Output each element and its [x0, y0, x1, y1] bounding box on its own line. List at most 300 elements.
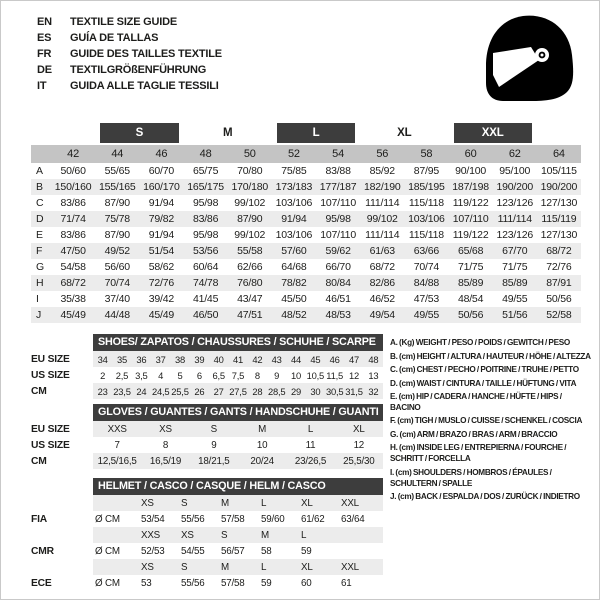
- measurement-value: 84/88: [413, 277, 440, 289]
- helmet-sizes-row: [31, 495, 383, 511]
- size-band-m: M: [222, 127, 233, 139]
- standard-label: CMR: [31, 545, 54, 557]
- row-letter: F: [36, 245, 43, 257]
- size-value: 11,5: [326, 369, 344, 381]
- measurement-value: 66/70: [325, 261, 351, 273]
- gloves-table-title: GLOVES / GUANTES / GANTS / HANDSCHUHE / GUANTI: [93, 404, 383, 421]
- measurement-value: 61/63: [369, 245, 395, 257]
- row-label: EU SIZE: [31, 353, 70, 365]
- helmet-size-value: 54/55: [181, 545, 205, 557]
- measurement-value: 107/110: [320, 197, 356, 209]
- measurement-row: [31, 275, 581, 291]
- measurement-value: 47/53: [413, 293, 440, 305]
- measurement-value: 87/90: [104, 229, 130, 241]
- size-column-header: 62: [508, 148, 521, 160]
- size-value: 39: [194, 353, 205, 365]
- gloves-rows: [31, 421, 383, 469]
- row-letter: D: [36, 213, 44, 225]
- measurement-rows: [31, 163, 581, 323]
- size-value: 42: [252, 353, 263, 365]
- size-value: 46: [329, 353, 340, 365]
- row-letter: G: [36, 261, 44, 273]
- unit-cell: Ø CM: [95, 513, 120, 525]
- language-code: EN: [37, 16, 52, 28]
- measurement-value: 71/75: [502, 261, 528, 273]
- measurement-value: 47/51: [237, 309, 263, 321]
- unit-cell: Ø CM: [95, 545, 120, 557]
- guide-title: GUÍA DE TALLAS: [70, 32, 159, 44]
- helmet-size-label: M: [221, 497, 229, 509]
- measurement-value: 83/86: [60, 229, 86, 241]
- size-value: 7,5: [231, 369, 245, 381]
- legend-entry: H. (cm) INSIDE LEG / ENTREPIERNA / FOURCHE / SCHRITT / FORCELLA: [390, 443, 567, 464]
- row-values: [93, 575, 383, 591]
- measurement-value: 68/72: [546, 245, 572, 257]
- measurement-value: 46/52: [369, 293, 395, 305]
- row-letter: A: [36, 165, 43, 177]
- helmet-size-value: 55/56: [181, 577, 205, 589]
- size-value: 10: [290, 369, 301, 381]
- size-value: 28,5: [267, 385, 286, 397]
- size-value: 2,5: [115, 369, 129, 381]
- measurement-value: 150/160: [54, 181, 92, 193]
- size-value: XS: [159, 423, 172, 435]
- measurement-value: 115/119: [541, 213, 577, 225]
- size-value: 24,5: [151, 385, 170, 397]
- measurement-value: 51/56: [502, 309, 528, 321]
- size-value: 12: [353, 439, 365, 451]
- row-letter: I: [36, 293, 39, 305]
- measurement-value: 67/70: [502, 245, 528, 257]
- measurement-value: 75/85: [281, 165, 307, 177]
- size-value: 32: [368, 385, 379, 397]
- size-band-xl: XL: [397, 127, 412, 139]
- size-value: 31,5: [345, 385, 363, 397]
- measurement-value: 170/180: [231, 181, 269, 193]
- size-value: L: [307, 423, 314, 435]
- language-title-list: [37, 14, 222, 94]
- size-value: XXS: [107, 423, 127, 435]
- size-value: 25,5/30: [343, 455, 375, 467]
- measurement-value: 105/115: [541, 165, 577, 177]
- size-value: 28: [252, 385, 263, 397]
- size-column-header: 48: [199, 148, 212, 160]
- lower-section: [31, 334, 591, 591]
- measurement-value: 71/74: [60, 213, 86, 225]
- measurement-value: 49/52: [104, 245, 130, 257]
- size-value: 34: [97, 353, 108, 365]
- measurement-value: 45/49: [148, 309, 175, 321]
- size-value: XL: [353, 423, 365, 435]
- helmet-size-value: 63/64: [341, 513, 365, 525]
- measurement-value: 190/200: [496, 181, 534, 193]
- helmet-icon: [479, 13, 579, 105]
- size-column-header: 50: [243, 148, 256, 160]
- row-values: [93, 421, 383, 437]
- size-column-header: 42: [67, 148, 79, 160]
- helmet-size-label: XS: [141, 497, 154, 509]
- helmet-size-label: S: [181, 497, 188, 509]
- shoes-table-title: SHOES/ ZAPATOS / CHAUSSURES / SCHUHE / SCARPE: [93, 334, 383, 351]
- measurement-value: 68/72: [369, 261, 395, 273]
- measurement-value: 123/126: [496, 229, 534, 241]
- shoes-row: [31, 351, 383, 367]
- helmet-size-value: 52/53: [141, 545, 165, 557]
- size-value: 30: [310, 385, 321, 397]
- measurement-value: 44/48: [104, 309, 130, 321]
- measurement-value: 55/58: [237, 245, 263, 257]
- helmet-size-value: 57/58: [221, 513, 245, 525]
- size-value: 45: [310, 353, 321, 365]
- language-code: DE: [37, 64, 52, 76]
- measurement-value: 155/165: [98, 181, 136, 193]
- measurement-value: 177/187: [319, 181, 357, 193]
- measurement-value: 45/50: [281, 293, 307, 305]
- row-label: EU SIZE: [31, 423, 70, 435]
- measurement-value: 68/72: [60, 277, 86, 289]
- size-value: 25,5: [171, 385, 189, 397]
- row-label: [31, 527, 93, 543]
- helmet-size-value: 59/60: [261, 513, 285, 525]
- language-code: IT: [37, 80, 47, 92]
- size-value: 30,5: [325, 385, 344, 397]
- shoes-row: [31, 383, 383, 399]
- shoes-table: [31, 334, 383, 399]
- measurement-value: 119/122: [452, 197, 489, 209]
- measurement-value: 70/74: [104, 277, 130, 289]
- size-value: 10,5: [306, 369, 325, 381]
- language-row-de: [37, 62, 222, 78]
- size-value: M: [258, 423, 267, 435]
- size-number-header-row: [31, 145, 581, 163]
- size-column-header: 58: [420, 148, 433, 160]
- measurement-value: 65/75: [192, 165, 219, 177]
- standard-label: ECE: [31, 577, 52, 589]
- measurement-value: 70/74: [413, 261, 440, 273]
- measurement-value: 72/76: [546, 261, 572, 273]
- measurement-value: 64/68: [281, 261, 307, 273]
- size-value: 3,5: [135, 369, 148, 381]
- size-value: 2: [100, 369, 106, 381]
- size-value: 29: [290, 385, 301, 397]
- measurement-value: 50/60: [60, 165, 86, 177]
- measurement-value: 87/95: [413, 165, 440, 177]
- measurement-value: 87/90: [237, 213, 263, 225]
- measurement-value: 95/98: [192, 229, 219, 241]
- row-label: CM: [31, 385, 47, 397]
- measurement-value: 56/60: [104, 261, 130, 273]
- measurement-value: 115/118: [408, 229, 444, 241]
- row-label: [31, 495, 93, 511]
- measurement-value: 127/130: [540, 197, 578, 209]
- size-band-l: L: [277, 123, 355, 143]
- measurement-value: 103/106: [275, 229, 313, 241]
- measurement-row: [31, 227, 581, 243]
- row-values: [93, 437, 383, 453]
- helmet-sizes-row: [31, 559, 383, 575]
- size-value: 8: [254, 369, 260, 381]
- size-value: 6: [196, 369, 202, 381]
- legend-entry: J. (cm) BACK / ESPALDA / DOS / ZURÜCK / INDIETRO: [390, 492, 580, 502]
- language-row-es: [37, 30, 222, 46]
- measurement-legend: [383, 334, 591, 591]
- row-label: CM: [31, 455, 47, 467]
- measurement-value: 49/55: [413, 309, 440, 321]
- size-band-row: [31, 123, 581, 143]
- row-values: [93, 543, 383, 559]
- measurement-row: [31, 163, 581, 179]
- guide-title: GUIDA ALLE TAGLIE TESSILI: [70, 80, 219, 92]
- measurement-value: 173/183: [275, 181, 313, 193]
- measurement-value: 39/42: [148, 293, 175, 305]
- language-code: ES: [37, 32, 52, 44]
- measurement-value: 53/56: [192, 245, 219, 257]
- measurement-value: 127/130: [540, 229, 578, 241]
- row-letter: E: [36, 229, 43, 241]
- measurement-value: 95/98: [192, 197, 219, 209]
- measurement-value: 50/56: [457, 309, 484, 321]
- size-column-header: 64: [552, 148, 565, 160]
- size-value: 24: [136, 385, 147, 397]
- measurement-value: 107/110: [320, 229, 356, 241]
- helmet-size-label: XL: [301, 561, 313, 573]
- gloves-table: [31, 404, 383, 469]
- measurement-value: 160/170: [143, 181, 180, 193]
- row-letter: J: [36, 309, 42, 321]
- standard-label: FIA: [31, 513, 47, 525]
- measurement-value: 43/47: [237, 293, 263, 305]
- size-value: 48: [368, 353, 379, 365]
- size-column-header: 54: [332, 148, 344, 160]
- measurement-row: [31, 195, 581, 211]
- measurement-value: 58/62: [148, 261, 175, 273]
- main-size-table: [31, 123, 581, 323]
- helmet-values-row: [31, 575, 383, 591]
- measurement-value: 90/100: [455, 165, 487, 177]
- size-value: 9: [211, 439, 217, 451]
- size-value: 4: [158, 369, 164, 381]
- legend-entry: C. (cm) CHEST / PECHO / POITRINE / TRUHE / PETTO: [390, 365, 579, 374]
- size-value: 18/21,5: [198, 455, 230, 467]
- language-row-it: [37, 78, 222, 94]
- measurement-value: 48/53: [325, 309, 351, 321]
- measurement-row: [31, 179, 581, 195]
- shoes-rows: [31, 351, 383, 399]
- measurement-value: 99/102: [234, 229, 266, 241]
- legend-entry: E. (cm) HIP / CADERA / HANCHE / HÜFTE / HIPS / BACINO: [390, 392, 562, 412]
- size-value: 37: [155, 353, 166, 365]
- helmet-table: [31, 478, 383, 591]
- row-values: [93, 383, 383, 399]
- size-value: 40: [213, 353, 224, 365]
- measurement-value: 107/110: [452, 213, 489, 225]
- measurement-row: [31, 243, 581, 259]
- row-values: [93, 559, 383, 575]
- sub-tables: [31, 334, 383, 591]
- size-value: 23,5: [113, 385, 131, 397]
- size-band-xxl: XXL: [454, 123, 532, 143]
- helmet-size-label: XXS: [141, 529, 161, 541]
- helmet-size-value: 60: [301, 577, 312, 589]
- measurement-value: 70/80: [237, 165, 263, 177]
- row-label: US SIZE: [31, 439, 70, 451]
- measurement-value: 72/76: [148, 277, 175, 289]
- measurement-value: 45/49: [60, 309, 86, 321]
- measurement-value: 51/54: [148, 245, 175, 257]
- measurement-value: 91/94: [148, 197, 175, 209]
- measurement-value: 59/62: [325, 245, 351, 257]
- measurement-value: 95/98: [325, 213, 351, 225]
- measurement-value: 60/70: [148, 165, 175, 177]
- helmet-size-value: 61/62: [301, 513, 325, 525]
- helmet-size-value: 55/56: [181, 513, 205, 525]
- size-value: 10: [256, 439, 268, 451]
- helmet-size-label: XL: [301, 497, 313, 509]
- legend-entry: I. (cm) SHOULDERS / HOMBROS / ÉPAULES / SCHULTERN / SPALLE: [390, 467, 552, 488]
- measurement-value: 80/84: [325, 277, 351, 289]
- measurement-value: 79/82: [148, 213, 175, 225]
- measurement-row: [31, 259, 581, 275]
- size-column-header: 46: [155, 148, 168, 160]
- measurement-value: 87/90: [104, 197, 130, 209]
- size-value: 12,5/16,5: [97, 455, 137, 467]
- size-column-header: 60: [464, 148, 477, 160]
- helmet-size-label: XXL: [341, 561, 359, 573]
- row-label: US SIZE: [31, 369, 70, 381]
- measurement-value: 78/82: [281, 277, 307, 289]
- measurement-value: 111/114: [365, 229, 400, 241]
- size-value: 23/26,5: [294, 455, 327, 467]
- measurement-value: 46/50: [192, 309, 219, 321]
- helmet-size-label: L: [261, 561, 267, 573]
- size-value: 26: [194, 385, 205, 397]
- helmet-size-label: XS: [141, 561, 154, 573]
- measurement-value: 85/89: [457, 277, 484, 289]
- measurement-value: 48/54: [457, 293, 484, 305]
- measurement-value: 65/68: [457, 245, 484, 257]
- guide-title: TEXTILE SIZE GUIDE: [70, 16, 178, 28]
- helmet-table-title: HELMET / CASCO / CASQUE / HELM / CASCO: [93, 478, 383, 495]
- size-value: 8: [162, 439, 169, 451]
- helmet-size-value: 61: [341, 577, 352, 589]
- size-value: 7: [114, 439, 120, 451]
- measurement-row: [31, 211, 581, 227]
- language-code: FR: [37, 48, 52, 60]
- measurement-value: 111/114: [497, 213, 532, 225]
- size-value: 11: [305, 439, 316, 451]
- measurement-value: 115/118: [408, 197, 444, 209]
- measurement-value: 187/198: [452, 181, 489, 193]
- size-value: S: [210, 423, 217, 435]
- size-value: 6,5: [212, 369, 225, 381]
- measurement-value: 76/80: [237, 277, 263, 289]
- measurement-value: 123/126: [496, 197, 534, 209]
- legend-entry: F. (cm) TIGH / MUSLO / CUISSE / SCHENKEL / COSCIA: [390, 416, 583, 426]
- measurement-value: 111/114: [365, 197, 400, 209]
- measurement-value: 83/86: [60, 197, 86, 209]
- measurement-value: 48/52: [281, 309, 307, 321]
- helmet-values-row: [31, 543, 383, 559]
- helmet-values-row: [31, 511, 383, 527]
- row-values: [93, 511, 383, 527]
- language-row-en: [37, 14, 222, 30]
- row-letter: B: [36, 181, 43, 193]
- legend-entry: B. (cm) HEIGHT / ALTURA / HAUTEUR / HÖHE / ALTEZZA: [390, 351, 591, 361]
- measurement-value: 85/89: [502, 277, 528, 289]
- measurement-value: 74/78: [192, 277, 219, 289]
- guide-title: TEXTILGRÖßENFÜHRUNG: [70, 64, 207, 76]
- measurement-value: 83/88: [325, 165, 351, 177]
- measurement-value: 41/45: [192, 293, 219, 305]
- measurement-value: 63/66: [413, 245, 440, 257]
- helmet-size-label: XXL: [341, 497, 359, 509]
- measurement-value: 49/55: [502, 293, 528, 305]
- helmet-size-value: 59: [261, 577, 272, 589]
- measurement-row: [31, 291, 581, 307]
- row-values: [93, 495, 383, 511]
- measurement-value: 83/86: [192, 213, 219, 225]
- size-band-s: S: [100, 123, 178, 143]
- size-value: 44: [290, 353, 301, 365]
- row-label: [31, 559, 93, 575]
- helmet-rows: [31, 495, 383, 591]
- row-values: [93, 527, 383, 543]
- measurement-value: 37/40: [104, 293, 130, 305]
- row-values: [93, 367, 383, 383]
- measurement-value: 103/106: [275, 197, 313, 209]
- measurement-value: 91/94: [281, 213, 307, 225]
- language-row-fr: [37, 46, 222, 62]
- measurement-value: 91/94: [148, 229, 175, 241]
- unit-cell: Ø CM: [95, 577, 120, 589]
- size-value: 35: [116, 353, 127, 365]
- measurement-value: 55/65: [104, 165, 130, 177]
- size-value: 27,5: [229, 385, 247, 397]
- size-value: 41: [232, 353, 243, 365]
- measurement-value: 71/75: [457, 261, 484, 273]
- helmet-size-label: M: [221, 561, 229, 573]
- measurement-value: 85/92: [369, 165, 395, 177]
- measurement-value: 95/100: [499, 165, 531, 177]
- size-value: 16,5/19: [149, 455, 182, 467]
- size-value: 12: [348, 369, 359, 381]
- size-value: 38: [174, 353, 185, 365]
- measurement-value: 57/60: [281, 245, 307, 257]
- size-value: 20/24: [250, 455, 274, 467]
- measurement-value: 46/51: [325, 293, 351, 305]
- helmet-sizes-row: [31, 527, 383, 543]
- shoes-row: [31, 367, 383, 383]
- size-value: 23: [97, 385, 108, 397]
- measurement-value: 190/200: [540, 181, 578, 193]
- measurement-value: 99/102: [366, 213, 398, 225]
- measurement-value: 62/66: [237, 261, 263, 273]
- row-letter: H: [36, 277, 44, 289]
- measurement-value: 185/195: [408, 181, 445, 193]
- size-column-header: 44: [111, 148, 124, 160]
- legend-entry: D. (cm) WAIST / CINTURA / TAILLE / HÜFTUNG / VITA: [390, 378, 577, 388]
- size-value: 9: [274, 369, 280, 381]
- measurement-value: 35/38: [60, 293, 86, 305]
- gloves-row: [31, 421, 383, 437]
- size-value: 13: [368, 369, 379, 381]
- measurement-value: 49/54: [369, 309, 395, 321]
- helmet-size-value: 53: [141, 577, 152, 589]
- size-column-header: 52: [287, 148, 300, 160]
- gloves-row: [31, 453, 383, 469]
- helmet-size-label: L: [301, 529, 307, 541]
- size-column-header: 56: [376, 148, 389, 160]
